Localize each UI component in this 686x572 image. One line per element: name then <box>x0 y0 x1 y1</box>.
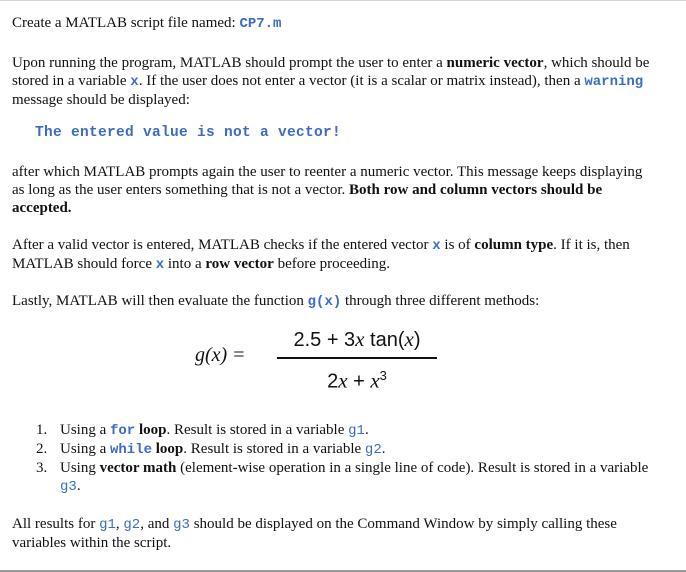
code-x: x <box>155 257 165 273</box>
code-warning: warning <box>584 74 644 90</box>
formula-fraction <box>277 326 437 394</box>
code-g2: g2 <box>364 442 382 458</box>
top-border <box>0 0 686 1</box>
paragraph-display-results: All results for g1, g2, and g3 should be displayed on the Command Window by simply calling these variables within the script. <box>12 516 617 551</box>
formula-numerator: 2.5 + 3x tan(x) <box>293 327 421 351</box>
list-item: 1. Using a for loop. Result is stored in a variable g1. <box>36 422 369 439</box>
code-g3: g3 <box>173 517 190 533</box>
code-while: while <box>110 442 153 458</box>
paragraph-reprompt: after which MATLAB prompts again the user to reenter a numeric vector. This message keeps displaying as long as the user enters something that is not a vector. Both row and column vectors should be accepted. <box>12 164 643 216</box>
formula-lhs: g(x) = <box>195 344 245 366</box>
code-x: x <box>130 74 139 90</box>
code-g1: g1 <box>99 517 116 533</box>
formula-denominator: $2x + x^3$ <box>327 367 387 393</box>
filename-code: CP7.m <box>239 16 282 32</box>
paragraph-prompt-input: Upon running the program, MATLAB should prompt the user to enter a numeric vector, which should be stored in a variable x. If the user does not enter a vector (it is a scalar or matrix instead), then a warning message should be displayed: <box>12 55 650 108</box>
code-g1: g1 <box>348 423 365 439</box>
paragraph-column-check: After a valid vector is entered, MATLAB checks if the entered vector x is of column type. If it is, then MATLAB should force x into a row vector before proceeding. <box>12 237 630 273</box>
warning-message-code: The entered value is not a vector! <box>35 125 342 141</box>
list-item: 2. Using a while loop. Result is stored in a variable g2. <box>36 441 386 458</box>
document-title: Create a MATLAB script file named: CP7.m <box>12 15 282 32</box>
code-x: x <box>432 238 441 254</box>
code-gx: g(x) <box>307 294 342 310</box>
paragraph-evaluate: Lastly, MATLAB will then evaluate the function g(x) through three different methods: <box>12 293 540 310</box>
code-for: for <box>110 423 136 439</box>
code-g2: g2 <box>123 517 141 533</box>
fraction-bar <box>277 357 437 359</box>
methods-list <box>36 421 656 496</box>
list-item: 3. Using vector math (element-wise operation in a single line of code). Result is stored in a variable g3. <box>36 460 649 495</box>
code-g3: g3 <box>60 479 77 495</box>
